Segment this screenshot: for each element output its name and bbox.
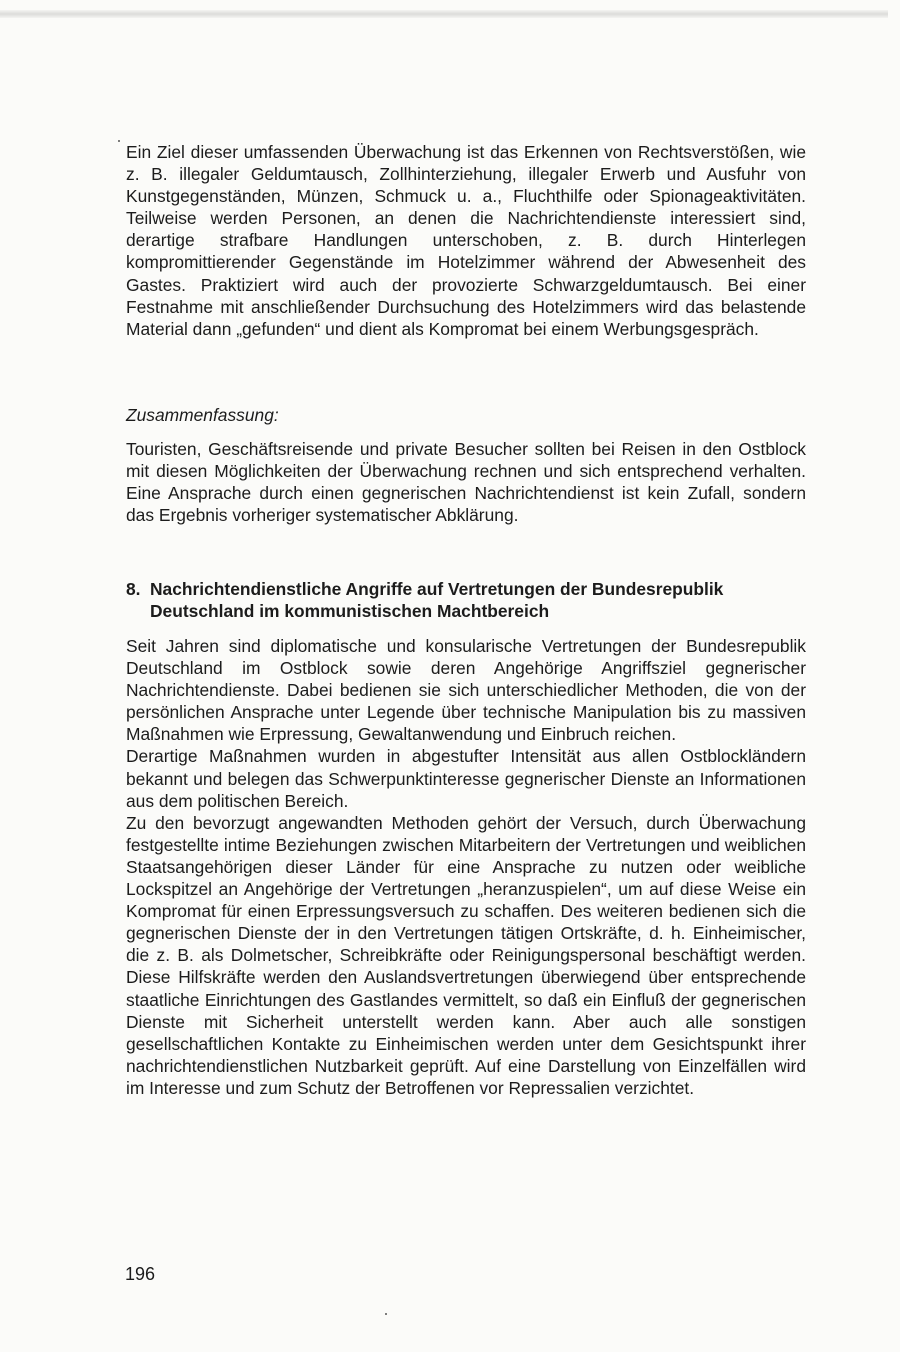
section-paragraph: Seit Jahren sind diplomatische und konsularische Vertretungen der Bundesrepublik Deutschland im Ostblock sowie deren Angehörige Angriffsziel gegnerischer Nachrichtendienste. Dabei bedienen sie sich unterschiedlicher Methoden, die von der persönlichen Ansprache unter Legende über technische Manipulation bis zu massiven Maßnahmen wie Erpressung, Gewaltanwendung und Einbruch reichen. bbox=[126, 636, 806, 745]
scan-speck bbox=[118, 140, 120, 142]
scan-top-edge bbox=[0, 10, 888, 18]
summary-text: Touristen, Geschäftsreisende und private Besucher sollten bei Reisen in den Ostblock mit diesen Möglichkeiten der Überwachung rechnen und sich entsprechend verhalten. Eine Ansprache durch einen gegnerischen Nachrichtendienst ist kein Zufall, sondern das Ergebnis vorheriger systematischer Abklärung. bbox=[126, 439, 806, 526]
section-heading bbox=[126, 578, 806, 622]
summary-paragraph bbox=[126, 438, 806, 526]
section-title: Nachrichtendienstliche Angriffe auf Vertretungen der Bundesrepublik Deutschland im kommunistischen Machtbereich bbox=[150, 579, 724, 621]
body-paragraph bbox=[126, 141, 806, 340]
paragraph-text: Ein Ziel dieser umfassenden Überwachung ist das Erkennen von Rechtsverstößen, wie z. B. illegaler Geldumtausch, Zollhinterziehung, illegaler Erwerb und Ausfuhr von Kunstgegenständen, Münzen, Schmuck u. a., Fluchthilfe oder Spionageaktivitäten. Teilweise werden Personen, an denen die Nachrichtendienste interessiert sind, derartige strafbare Handlungen unterschoben, z. B. durch Hinterlegen kompromittierender Gegenstände im Hotelzimmer während der Abwesenheit des Gastes. Praktiziert wird auch der provozierte Schwarzgeldumtausch. Bei einer Festnahme mit anschließender Durchsuchung des Hotelzimmers wird das belastende Material dann „gefunden“ und dient als Kompromat bei einem Werbungsgespräch. bbox=[126, 142, 806, 339]
section-number: 8. bbox=[126, 579, 141, 599]
section-body bbox=[126, 635, 806, 1099]
section-paragraph: Derartige Maßnahmen wurden in abgestufter Intensität aus allen Ostblockländern bekannt und belegen das Schwerpunktinteresse gegnerischer Dienste an Informationen aus dem politischen Bereich. bbox=[126, 746, 806, 811]
summary-heading: Zusammenfassung: bbox=[126, 405, 279, 425]
section-paragraph: Zu den bevorzugt angewandten Methoden gehört der Versuch, durch Überwachung festgestellte intime Beziehungen zwischen Mitarbeitern der Vertretungen und weiblichen Staatsangehörigen dieser Länder für eine Ansprache zu nutzen oder weibliche Lockspitzel an Angehörige der Vertretungen „heranzuspielen“, um auf diese Weise ein Kompromat für einen Erpressungsversuch zu schaffen. Des weiteren bedienen sich die gegnerischen Dienste der in den Vertretungen tätigen Ortskräfte, d. h. Einheimischer, die z. B. als Dolmetscher, Schreibkräfte oder Reinigungspersonal beschäftigt werden. Diese Hilfskräfte werden den Auslandsvertretungen überwiegend über entsprechende staatliche Einrichtungen des Gastlandes vermittelt, so daß ein Einfluß der gegnerischen Dienste mit Sicherheit unterstellt werden kann. Aber auch alle sonstigen gesellschaftlichen Kontakte zu Einheimischen werden unter dem Gesichtspunkt ihrer nachrichtendienstlichen Nutzbarkeit geprüft. Auf eine Darstellung von Einzelfällen wird im Interesse und zum Schutz der Betroffenen vor Repressalien verzichtet. bbox=[126, 812, 806, 1098]
page-number: 196 bbox=[125, 1264, 156, 1284]
scan-speck bbox=[385, 1313, 387, 1315]
